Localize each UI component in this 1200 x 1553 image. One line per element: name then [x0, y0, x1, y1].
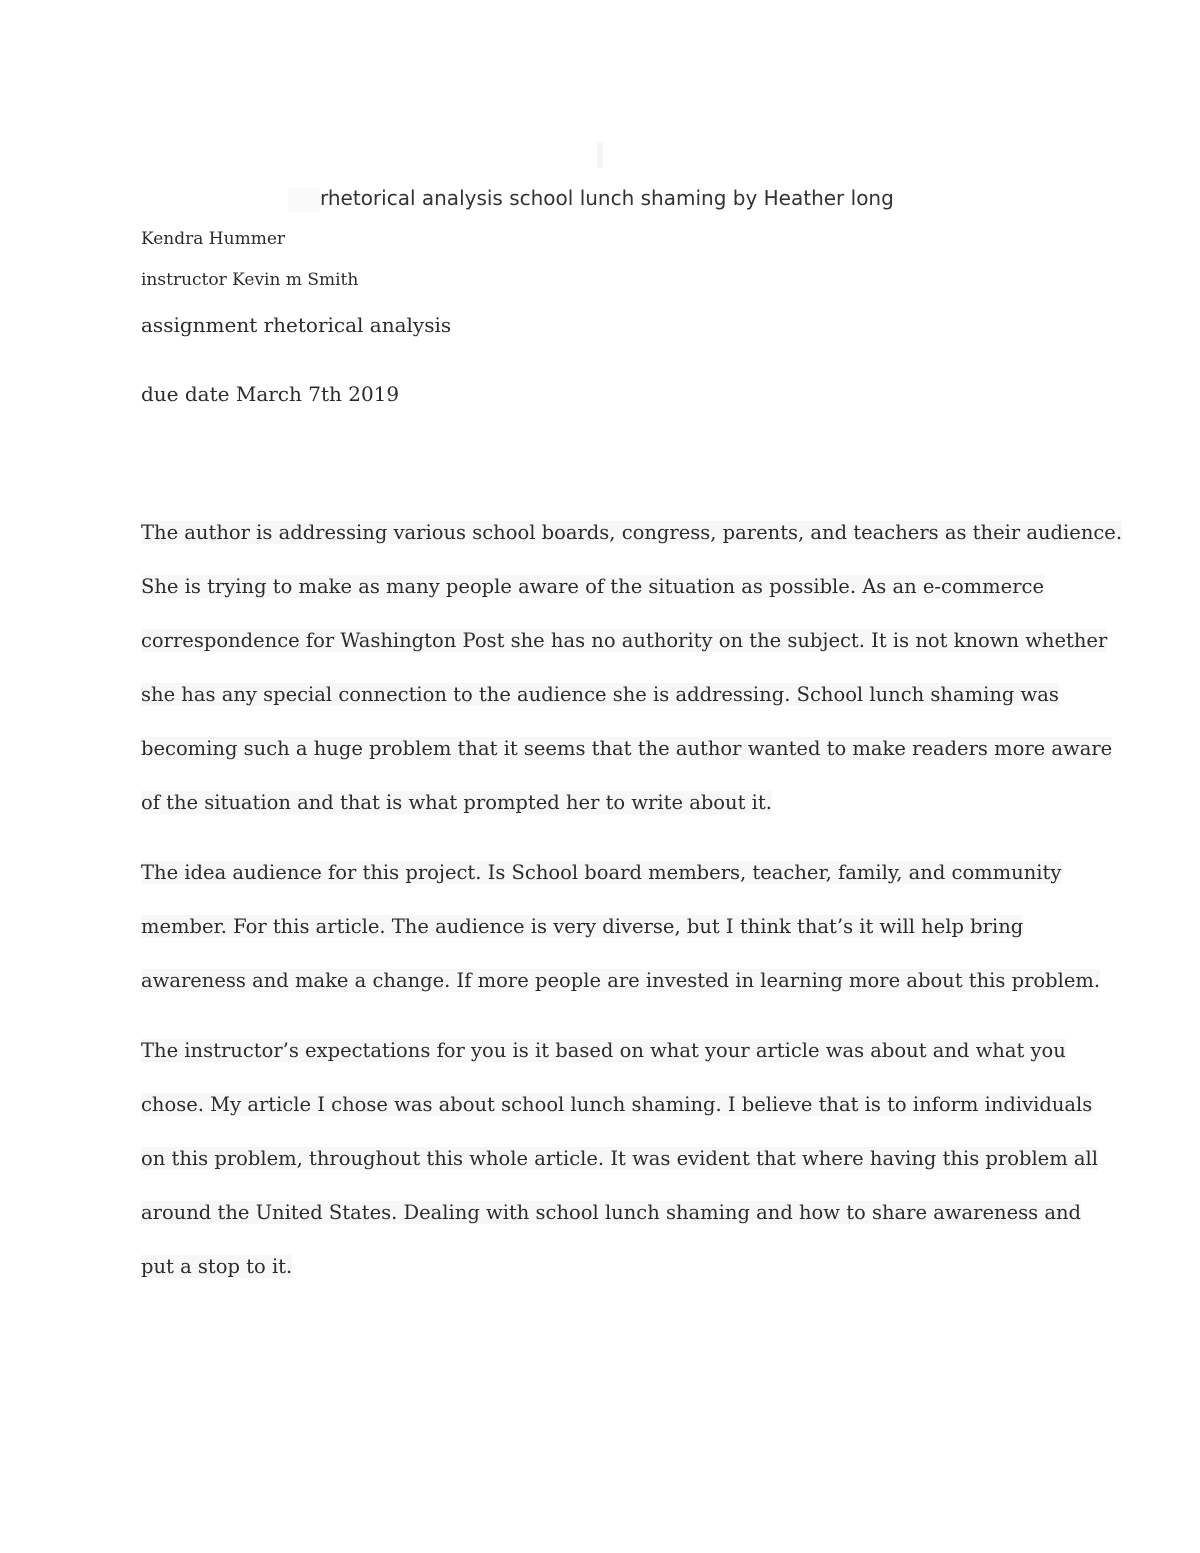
- paragraph-2: [141, 858, 1101, 1020]
- document-title-text: rhetorical analysis school lunch shaming by Heather long: [320, 186, 894, 210]
- paragraph-line: becoming such a huge problem that it seems that the author wanted to make readers more aware: [141, 737, 1113, 760]
- due-date: due date March 7th 2019: [141, 382, 400, 406]
- title-indent: [288, 188, 320, 212]
- paragraph-line: member. For this article. The audience is very diverse, but I think that’s it will help bring: [141, 915, 1024, 938]
- paragraph-1: [141, 518, 1123, 842]
- student-name: Kendra Hummer: [141, 229, 286, 249]
- instructor-name: instructor Kevin m Smith: [141, 270, 359, 290]
- paragraph-line: chose. My article I chose was about school lunch shaming. I believe that is to inform individuals: [141, 1093, 1093, 1116]
- paragraph-line: she has any special connection to the audience she is addressing. School lunch shaming was: [141, 683, 1059, 706]
- paragraph-line: The instructor’s expectations for you is it based on what your article was about and what you: [141, 1039, 1066, 1062]
- paragraph-line: correspondence for Washington Post she has no authority on the subject. It is not known whether: [141, 629, 1108, 652]
- paragraph-line: The idea audience for this project. Is School board members, teacher, family, and community: [141, 861, 1062, 884]
- paragraph-line: awareness and make a change. If more people are invested in learning more about this problem.: [141, 969, 1101, 992]
- assignment-label: assignment rhetorical analysis: [141, 313, 452, 337]
- paragraph-3: [141, 1036, 1099, 1306]
- paragraph-line: of the situation and that is what prompted her to write about it.: [141, 791, 772, 814]
- paragraph-line: put a stop to it.: [141, 1255, 293, 1278]
- paragraph-line: on this problem, throughout this whole article. It was evident that where having this problem all: [141, 1147, 1099, 1170]
- text-cursor-mark: [597, 142, 603, 168]
- document-title: [288, 184, 988, 212]
- paragraph-line: around the United States. Dealing with school lunch shaming and how to share awareness and: [141, 1201, 1081, 1224]
- paragraph-line: The author is addressing various school boards, congress, parents, and teachers as their audience.: [141, 521, 1123, 544]
- paragraph-line: She is trying to make as many people aware of the situation as possible. As an e-commerce: [141, 575, 1044, 598]
